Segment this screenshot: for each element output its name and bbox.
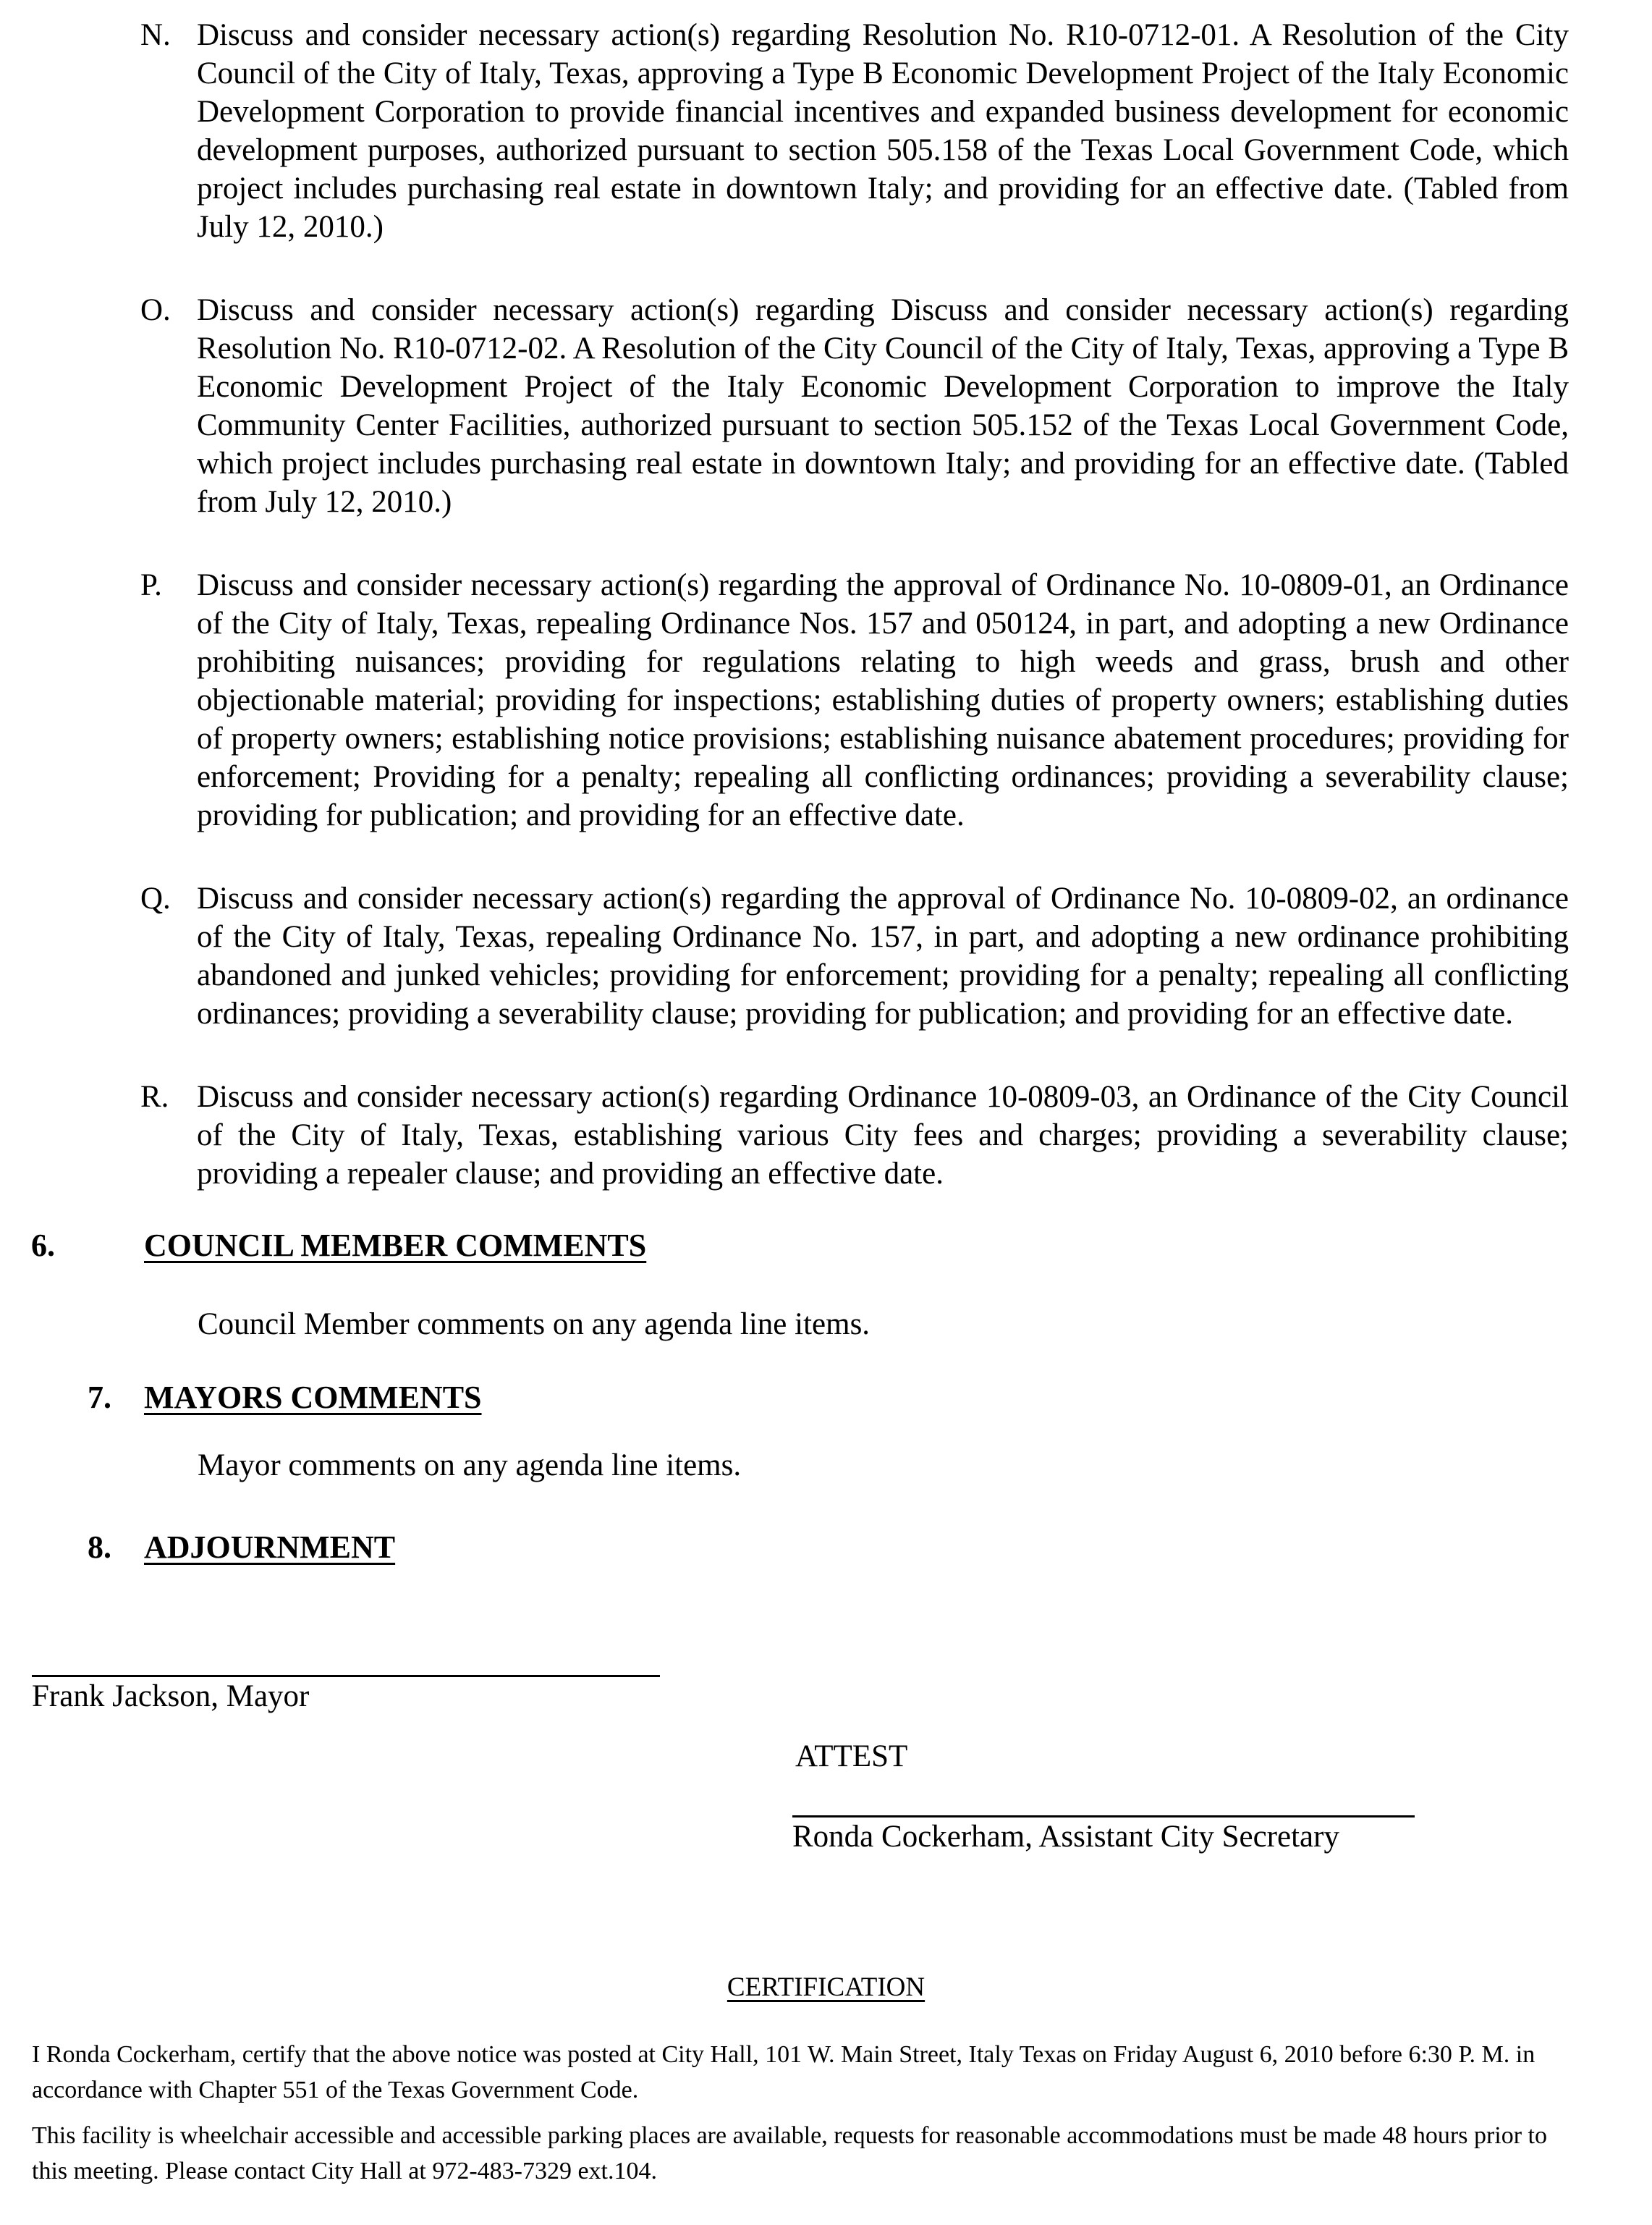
- certification-paragraph-posting: I Ronda Cockerham, certify that the above notice was posted at City Hall, 101 W. Main Street, Italy Texas on Friday August 6, 2010 before 6:30 P. M. in accordance with Chapter 551 of the Texas Government Code.: [32, 2041, 1535, 2103]
- mayor-name: Frank Jackson, Mayor: [32, 1679, 310, 1713]
- section-heading: ADJOURNMENT: [144, 1529, 396, 1565]
- section-council-member-comments: [0, 1226, 1652, 1265]
- agenda-item-letter: Q.: [140, 882, 171, 916]
- agenda-item-letter: P.: [140, 568, 162, 602]
- agenda-item-letter: O.: [140, 293, 171, 327]
- agenda-item-p: [140, 566, 1652, 835]
- section-heading: MAYORS COMMENTS: [144, 1380, 482, 1415]
- section-number: 6.: [31, 1228, 55, 1263]
- section-body: Council Member comments on any agenda line items.: [198, 1307, 871, 1341]
- section-number: 8.: [88, 1529, 111, 1565]
- section-number: 7.: [88, 1380, 111, 1415]
- agenda-item-text: Discuss and consider necessary action(s) regarding the approval of Ordinance No. 10-0809-02, an ordinance of the City of Italy, Texas, repealing Ordinance No. 157, in part, and adopting a new ordinance prohibiting abandoned and junked vehicles; providing for enforcement; providing for a penalty; repealing all conflicting ordinances; providing a severability clause; providing for publication; and providing for an effective date.: [197, 882, 1569, 1031]
- certification-paragraph-accessibility: This facility is wheelchair accessible and accessible parking places are available, requests for reasonable accommodations must be made 48 hours prior to this meeting. Please contact City Hall at 972-483-7329 ext.104.: [32, 2122, 1548, 2184]
- section-body: Mayor comments on any agenda line items.: [198, 1448, 742, 1482]
- section-adjournment: [0, 1528, 1652, 1566]
- agenda-item-q: [140, 879, 1652, 1033]
- section-mayors-comments: [0, 1378, 1652, 1417]
- section-heading: COUNCIL MEMBER COMMENTS: [144, 1228, 647, 1263]
- agenda-item-n: [140, 16, 1652, 246]
- agenda-item-letter: R.: [140, 1080, 169, 1114]
- certification-heading: CERTIFICATION: [727, 1972, 925, 2002]
- agenda-item-o: [140, 291, 1652, 521]
- agenda-item-letter: N.: [140, 18, 171, 52]
- agenda-item-text: Discuss and consider necessary action(s) regarding the approval of Ordinance No. 10-0809-01, an Ordinance of the City of Italy, Texas, repealing Ordinance Nos. 157 and 050124, in part, and adopting a new Ordinance prohibiting nuisances; providing for regulations relating to high weeds and grass, brush and other objectionable material; providing for inspections; establishing duties of property owners; establishing duties of property owners; establishing notice provisions; establishing nuisance abatement procedures; providing for enforcement; Providing for a penalty; repealing all conflicting ordinances; providing a severability clause; providing for publication; and providing for an effective date.: [197, 568, 1569, 832]
- attest-label: ATTEST: [795, 1739, 908, 1773]
- agenda-item-r: [140, 1078, 1652, 1193]
- secretary-name: Ronda Cockerham, Assistant City Secretary: [792, 1820, 1339, 1854]
- agenda-item-text: Discuss and consider necessary action(s) regarding Discuss and consider necessary action(s) regarding Resolution No. R10-0712-02. A Resolution of the City Council of the City of Italy, Texas, approving a Type B Economic Development Project of the Italy Economic Development Corporation to improve the Italy Community Center Facilities, authorized pursuant to section 505.152 of the Texas Local Government Code, which project includes purchasing real estate in downtown Italy; and providing for an effective date. (Tabled from July 12, 2010.): [197, 293, 1569, 519]
- agenda-item-text: Discuss and consider necessary action(s) regarding Resolution No. R10-0712-01. A Resolution of the City Council of the City of Italy, Texas, approving a Type B Economic Development Project of the Italy Economic Development Corporation to provide financial incentives and expanded business development for economic development purposes, authorized pursuant to section 505.158 of the Texas Local Government Code, which project includes purchasing real estate in downtown Italy; and providing for an effective date. (Tabled from July 12, 2010.): [197, 18, 1569, 244]
- agenda-item-text: Discuss and consider necessary action(s) regarding Ordinance 10-0809-03, an Ordinance of the City Council of the City of Italy, Texas, establishing various City fees and charges; providing a severability clause; providing a repealer clause; and providing an effective date.: [197, 1080, 1569, 1191]
